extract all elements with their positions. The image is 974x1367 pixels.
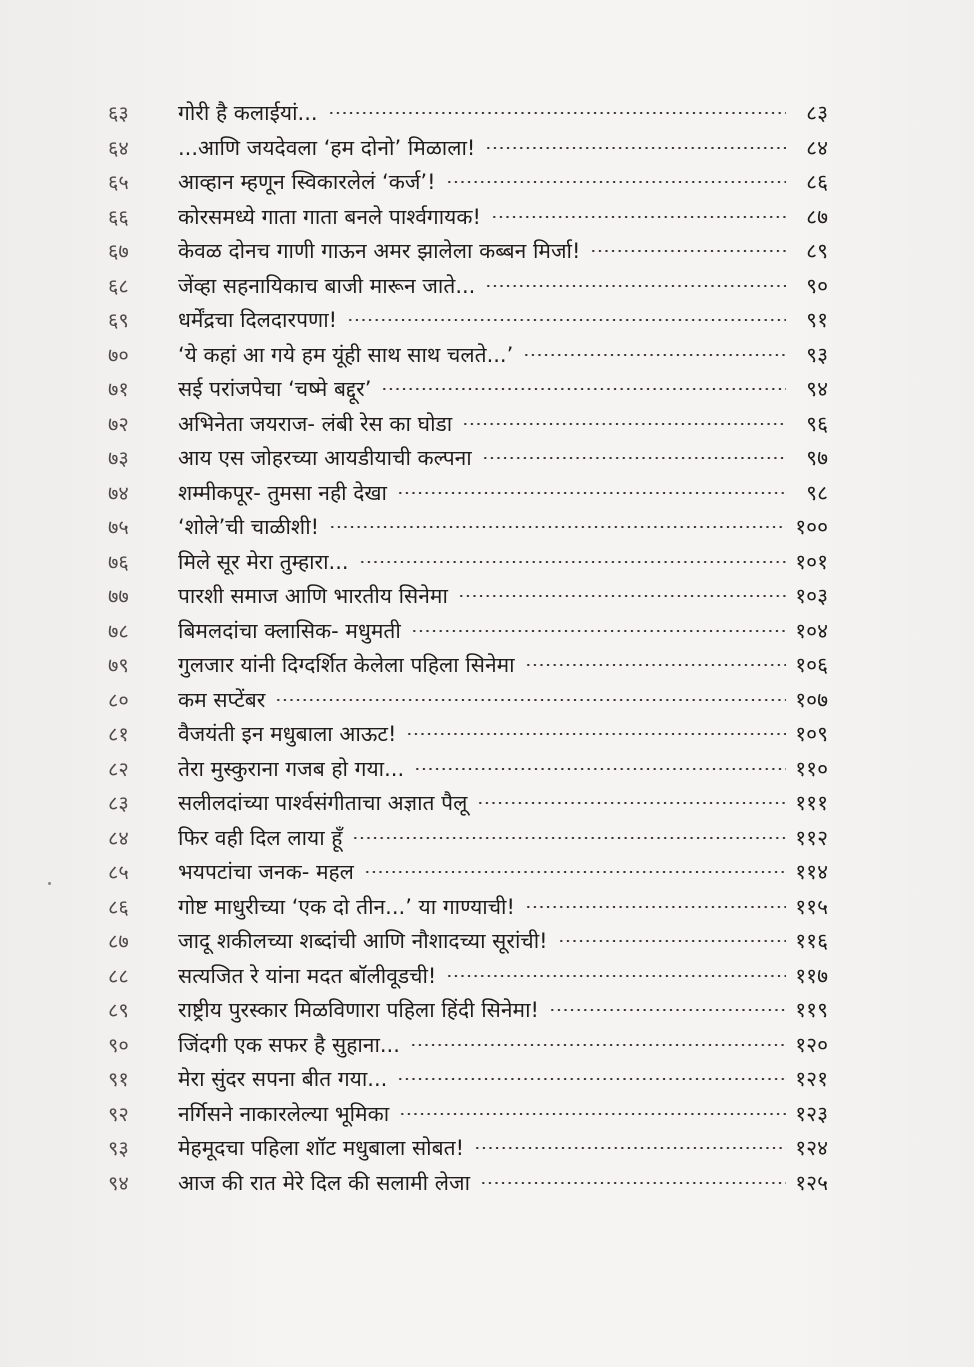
dot-leader (328, 112, 786, 114)
chapter-title: धर्मेंद्रचा दिलदारपणा! (178, 308, 338, 332)
chapter-title: सई परांजपेचा ‘चष्मे बद्दूर’ (178, 377, 372, 401)
chapter-number: ८६ (108, 894, 129, 919)
dot-leader (485, 285, 786, 287)
toc-entry (108, 269, 828, 304)
toc-entry (108, 855, 828, 890)
dot-leader (458, 595, 786, 597)
dot-leader (352, 837, 786, 839)
dot-leader (406, 733, 786, 735)
chapter-number: ७४ (108, 480, 129, 505)
page-number: ९० (806, 273, 828, 298)
toc-entry (108, 648, 828, 683)
toc-entry (108, 545, 828, 580)
page-number: ९४ (806, 377, 828, 401)
paper-speck (48, 882, 51, 885)
toc-entry (108, 1131, 828, 1166)
page-number: १०९ (795, 722, 828, 746)
chapter-number: ८८ (108, 963, 129, 988)
toc-entry (108, 752, 828, 787)
toc-entry (108, 614, 828, 649)
chapter-number: ८४ (108, 825, 129, 850)
chapter-title: तेरा मुस्कुराना गजब हो गया... (178, 756, 405, 781)
page-number: १०१ (795, 549, 828, 574)
chapter-title: राष्ट्रीय पुरस्कार मिळविणारा पहिला हिंदी सिनेमा! (178, 998, 539, 1022)
chapter-title: केवळ दोनच गाणी गाऊन अमर झालेला कब्बन मिर्जा! (178, 239, 581, 263)
chapter-number: ७३ (108, 446, 129, 470)
chapter-title: भयपटांचा जनक- महल (178, 860, 354, 884)
toc-entry (108, 234, 828, 269)
dot-leader (525, 664, 786, 666)
chapter-title: कम सप्टेंबर (178, 687, 266, 712)
page-number: ९६ (806, 411, 828, 436)
chapter-number: ६५ (108, 170, 129, 194)
page-number: १२१ (795, 1067, 828, 1091)
chapter-number: ८१ (108, 722, 129, 746)
dot-leader (275, 699, 786, 701)
dot-leader (474, 1147, 786, 1149)
chapter-number: ६३ (108, 101, 129, 125)
toc-entry (108, 924, 828, 959)
toc-entry (108, 441, 828, 476)
toc-entry (108, 786, 828, 821)
dot-leader (347, 319, 786, 321)
page-number: १२५ (795, 1170, 828, 1195)
page-number: ८९ (806, 239, 828, 263)
dot-leader (482, 457, 786, 459)
chapter-number: ८० (108, 687, 129, 712)
page-number: १०६ (795, 653, 828, 677)
chapter-title: जादू शकीलच्या शब्दांची आणि नौशादच्या सूरांची! (178, 929, 548, 953)
page-number: ११० (795, 756, 828, 781)
page-number: ११५ (795, 894, 828, 919)
page-number: १०७ (795, 687, 828, 712)
chapter-number: ८७ (108, 929, 129, 953)
chapter-title: सत्यजित रे यांना मदत बॉलीवूडची! (178, 963, 437, 988)
chapter-title: नर्गिसने नाकारलेल्या भूमिका (178, 1101, 390, 1126)
chapter-number: ७८ (108, 618, 129, 643)
chapter-title: शम्मीकपूर- तुमसा नही देखा (178, 480, 387, 505)
page-number: ११२ (795, 825, 828, 850)
page-number: १११ (795, 791, 828, 815)
page-number: १०० (795, 515, 828, 539)
chapter-number: ७० (108, 342, 129, 367)
chapter-title: गुलजार यांनी दिग्दर्शित केलेला पहिला सिनेमा (178, 653, 515, 677)
chapter-title: मिले सूर मेरा तुम्हारा... (178, 549, 349, 574)
dot-leader (523, 354, 786, 356)
toc-entry (108, 993, 828, 1028)
chapter-number: ७५ (108, 515, 129, 539)
chapter-number: ६७ (108, 239, 129, 263)
toc-entry (108, 683, 828, 718)
chapter-number: ६४ (108, 135, 129, 160)
chapter-title: पारशी समाज आणि भारतीय सिनेमा (178, 584, 448, 608)
chapter-number: ८९ (108, 998, 129, 1022)
toc-entry (108, 579, 828, 614)
chapter-title: कोरसमध्ये गाता गाता बनले पार्श्वगायक! (178, 204, 481, 229)
page-number: ८४ (806, 135, 828, 160)
dot-leader (558, 940, 786, 942)
dot-leader (364, 871, 786, 873)
dot-leader (397, 492, 786, 494)
toc-entry (108, 165, 828, 200)
chapter-number: ६८ (108, 273, 129, 298)
chapter-number: ७६ (108, 549, 129, 574)
page-number: ११४ (795, 860, 828, 884)
chapter-title: बिमलदांचा क्लासिक- मधुमती (178, 618, 401, 643)
chapter-number: ९२ (108, 1101, 129, 1126)
toc-entry (108, 959, 828, 994)
toc-entry (108, 1166, 828, 1201)
chapter-number: ६९ (108, 308, 129, 332)
chapter-title: वैजयंती इन मधुबाला आऊट! (178, 722, 397, 746)
chapter-title: मेहमूदचा पहिला शॉट मधुबाला सोबत! (178, 1136, 464, 1160)
page-number: ११६ (795, 929, 828, 953)
page-number: ९७ (806, 446, 828, 470)
toc-entry (108, 1097, 828, 1132)
toc-entry (108, 890, 828, 925)
chapter-title: जेंव्हा सहनायिकाच बाजी मारून जाते... (178, 273, 476, 298)
toc-entry (108, 1062, 828, 1097)
page-number: १२३ (795, 1101, 828, 1126)
toc-entry (108, 96, 828, 131)
chapter-title: आज की रात मेरे दिल की सलामी लेजा (178, 1170, 471, 1195)
dot-leader (480, 1182, 786, 1184)
dot-leader (414, 768, 786, 770)
page-number: १२० (795, 1032, 828, 1057)
page-number: ८७ (806, 204, 828, 229)
dot-leader (446, 975, 786, 977)
toc-entry (108, 303, 828, 338)
chapter-number: ९१ (108, 1067, 129, 1091)
dot-leader (477, 802, 786, 804)
dot-leader (446, 181, 786, 183)
page-number: १०३ (795, 584, 828, 608)
toc-entry (108, 476, 828, 511)
page-number: ११७ (795, 963, 828, 988)
page-number: ९३ (806, 342, 828, 367)
chapter-title: जिंदगी एक सफर है सुहाना... (178, 1032, 400, 1057)
page-number: ८६ (806, 170, 828, 194)
chapter-title: आय एस जोहरच्या आयडीयाची कल्पना (178, 446, 472, 470)
chapter-number: ८२ (108, 756, 129, 781)
dot-leader (485, 147, 786, 149)
dot-leader (397, 1078, 786, 1080)
dot-leader (525, 906, 786, 908)
table-of-contents (108, 96, 828, 1200)
page-number: ९१ (806, 308, 828, 332)
chapter-number: ८३ (108, 791, 129, 815)
chapter-number: ९० (108, 1032, 129, 1057)
dot-leader (359, 561, 786, 563)
chapter-number: ७१ (108, 377, 129, 401)
page-number: १०४ (795, 618, 828, 643)
dot-leader (549, 1009, 786, 1011)
chapter-title: गोरी है कलाईयां... (178, 101, 318, 125)
toc-entry (108, 372, 828, 407)
chapter-title: फिर वही दिल लाया हूँ (178, 825, 343, 850)
dot-leader (381, 388, 786, 390)
chapter-title: अभिनेता जयराज- लंबी रेस का घोडा (178, 411, 453, 436)
chapter-title: ‘ये कहां आ गये हम यूंही साथ साथ चलते...’ (178, 342, 514, 367)
dot-leader (590, 250, 786, 252)
chapter-title: ‘शोले’ची चाळीशी! (178, 515, 320, 539)
toc-entry (108, 510, 828, 545)
chapter-title: मेरा सुंदर सपना बीत गया... (178, 1067, 388, 1091)
toc-entry (108, 821, 828, 856)
dot-leader (462, 423, 786, 425)
toc-entry (108, 1028, 828, 1063)
chapter-number: ९४ (108, 1170, 129, 1195)
toc-entry (108, 131, 828, 166)
chapter-title: सलीलदांच्या पार्श्वसंगीताचा अज्ञात पैलू (178, 791, 468, 815)
toc-entry (108, 200, 828, 235)
chapter-title: गोष्ट माधुरीच्या ‘एक दो तीन...’ या गाण्याची! (178, 894, 515, 919)
page-number: ९८ (806, 480, 828, 505)
page-number: १२४ (795, 1136, 828, 1160)
dot-leader (411, 630, 786, 632)
page-number: ८३ (806, 101, 828, 125)
chapter-number: ७२ (108, 411, 129, 436)
dot-leader (329, 526, 786, 528)
chapter-number: ८५ (108, 860, 129, 884)
dot-leader (410, 1044, 786, 1046)
chapter-number: ७९ (108, 653, 129, 677)
toc-entry (108, 407, 828, 442)
page-number: ११९ (795, 998, 828, 1022)
chapter-number: ९३ (108, 1136, 129, 1160)
chapter-number: ६६ (108, 204, 129, 229)
dot-leader (491, 216, 786, 218)
chapter-number: ७७ (108, 584, 129, 608)
toc-entry (108, 717, 828, 752)
chapter-title: ...आणि जयदेवला ‘हम दोनो’ मिळाला! (178, 135, 476, 160)
chapter-title: आव्हान म्हणून स्विकारलेलं ‘कर्ज’! (178, 170, 436, 194)
toc-entry (108, 338, 828, 373)
dot-leader (399, 1113, 786, 1115)
